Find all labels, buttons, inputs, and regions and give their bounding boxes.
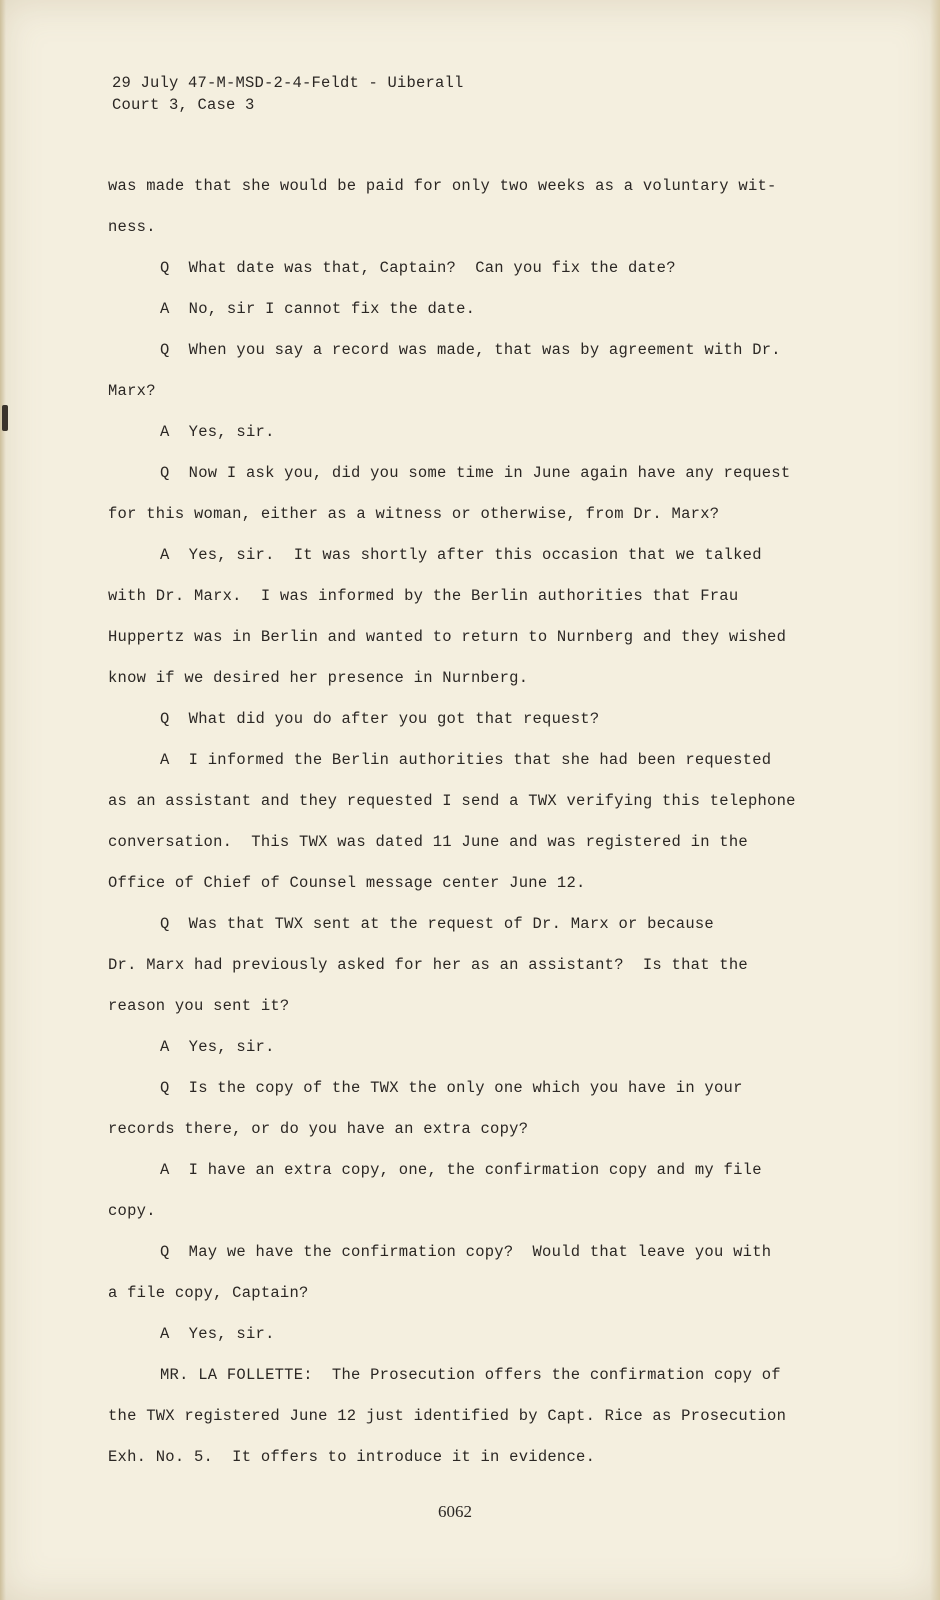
transcript-line: reason you sent it? bbox=[108, 997, 290, 1015]
transcript-line: Dr. Marx had previously asked for her as an assistant? Is that the bbox=[108, 956, 748, 974]
transcript-line: conversation. This TWX was dated 11 June and was registered in the bbox=[108, 833, 748, 851]
transcript-line: Q What date was that, Captain? Can you fix the date? bbox=[160, 259, 676, 277]
left-edge-shadow bbox=[0, 0, 6, 1600]
transcript-line: with Dr. Marx. I was informed by the Berlin authorities that Frau bbox=[108, 587, 739, 605]
transcript-line: Marx? bbox=[108, 382, 156, 400]
transcript-line: A Yes, sir. bbox=[160, 1325, 275, 1343]
page-number: 6062 bbox=[438, 1502, 472, 1521]
transcript-line: Q Was that TWX sent at the request of Dr. Marx or because bbox=[160, 915, 714, 933]
transcript-line: Q Now I ask you, did you some time in June again have any request bbox=[160, 464, 791, 482]
transcript-line: A Yes, sir. bbox=[160, 1038, 275, 1056]
transcript-line: know if we desired her presence in Nurnberg. bbox=[108, 669, 529, 687]
transcript-line: Q Is the copy of the TWX the only one which you have in your bbox=[160, 1079, 743, 1097]
transcript-line: A I have an extra copy, one, the confirmation copy and my file bbox=[160, 1161, 762, 1179]
transcript-line: Exh. No. 5. It offers to introduce it in evidence. bbox=[108, 1448, 596, 1466]
right-edge-shadow bbox=[930, 0, 940, 1600]
transcript-line: Huppertz was in Berlin and wanted to return to Nurnberg and they wished bbox=[108, 628, 787, 646]
transcript-line: records there, or do you have an extra copy? bbox=[108, 1120, 529, 1138]
header-line-court: Court 3, Case 3 bbox=[112, 96, 255, 114]
transcript-line: copy. bbox=[108, 1202, 156, 1220]
header-line-date: 29 July 47-M-MSD-2-4-Feldt - Uiberall bbox=[112, 74, 464, 92]
transcript-line: Q What did you do after you got that request? bbox=[160, 710, 600, 728]
binding-mark bbox=[2, 405, 8, 431]
transcript-line: A No, sir I cannot fix the date. bbox=[160, 300, 476, 318]
transcript-line: was made that she would be paid for only two weeks as a voluntary wit- bbox=[108, 177, 777, 195]
transcript-line: MR. LA FOLLETTE: The Prosecution offers the confirmation copy of bbox=[160, 1366, 781, 1384]
transcript-line: as an assistant and they requested I send a TWX verifying this telephone bbox=[108, 792, 796, 810]
transcript-line: A Yes, sir. bbox=[160, 423, 275, 441]
transcript-line: ness. bbox=[108, 218, 156, 236]
transcript-line: a file copy, Captain? bbox=[108, 1284, 309, 1302]
transcript-line: Q May we have the confirmation copy? Would that leave you with bbox=[160, 1243, 772, 1261]
transcript-line: Office of Chief of Counsel message center June 12. bbox=[108, 874, 586, 892]
transcript-line: for this woman, either as a witness or otherwise, from Dr. Marx? bbox=[108, 505, 720, 523]
document-header bbox=[112, 72, 464, 116]
transcript-line: the TWX registered June 12 just identified by Capt. Rice as Prosecution bbox=[108, 1407, 787, 1425]
transcript-line: A I informed the Berlin authorities that she had been requested bbox=[160, 751, 772, 769]
transcript-line: Q When you say a record was made, that was by agreement with Dr. bbox=[160, 341, 781, 359]
transcript-line: A Yes, sir. It was shortly after this occasion that we talked bbox=[160, 546, 762, 564]
